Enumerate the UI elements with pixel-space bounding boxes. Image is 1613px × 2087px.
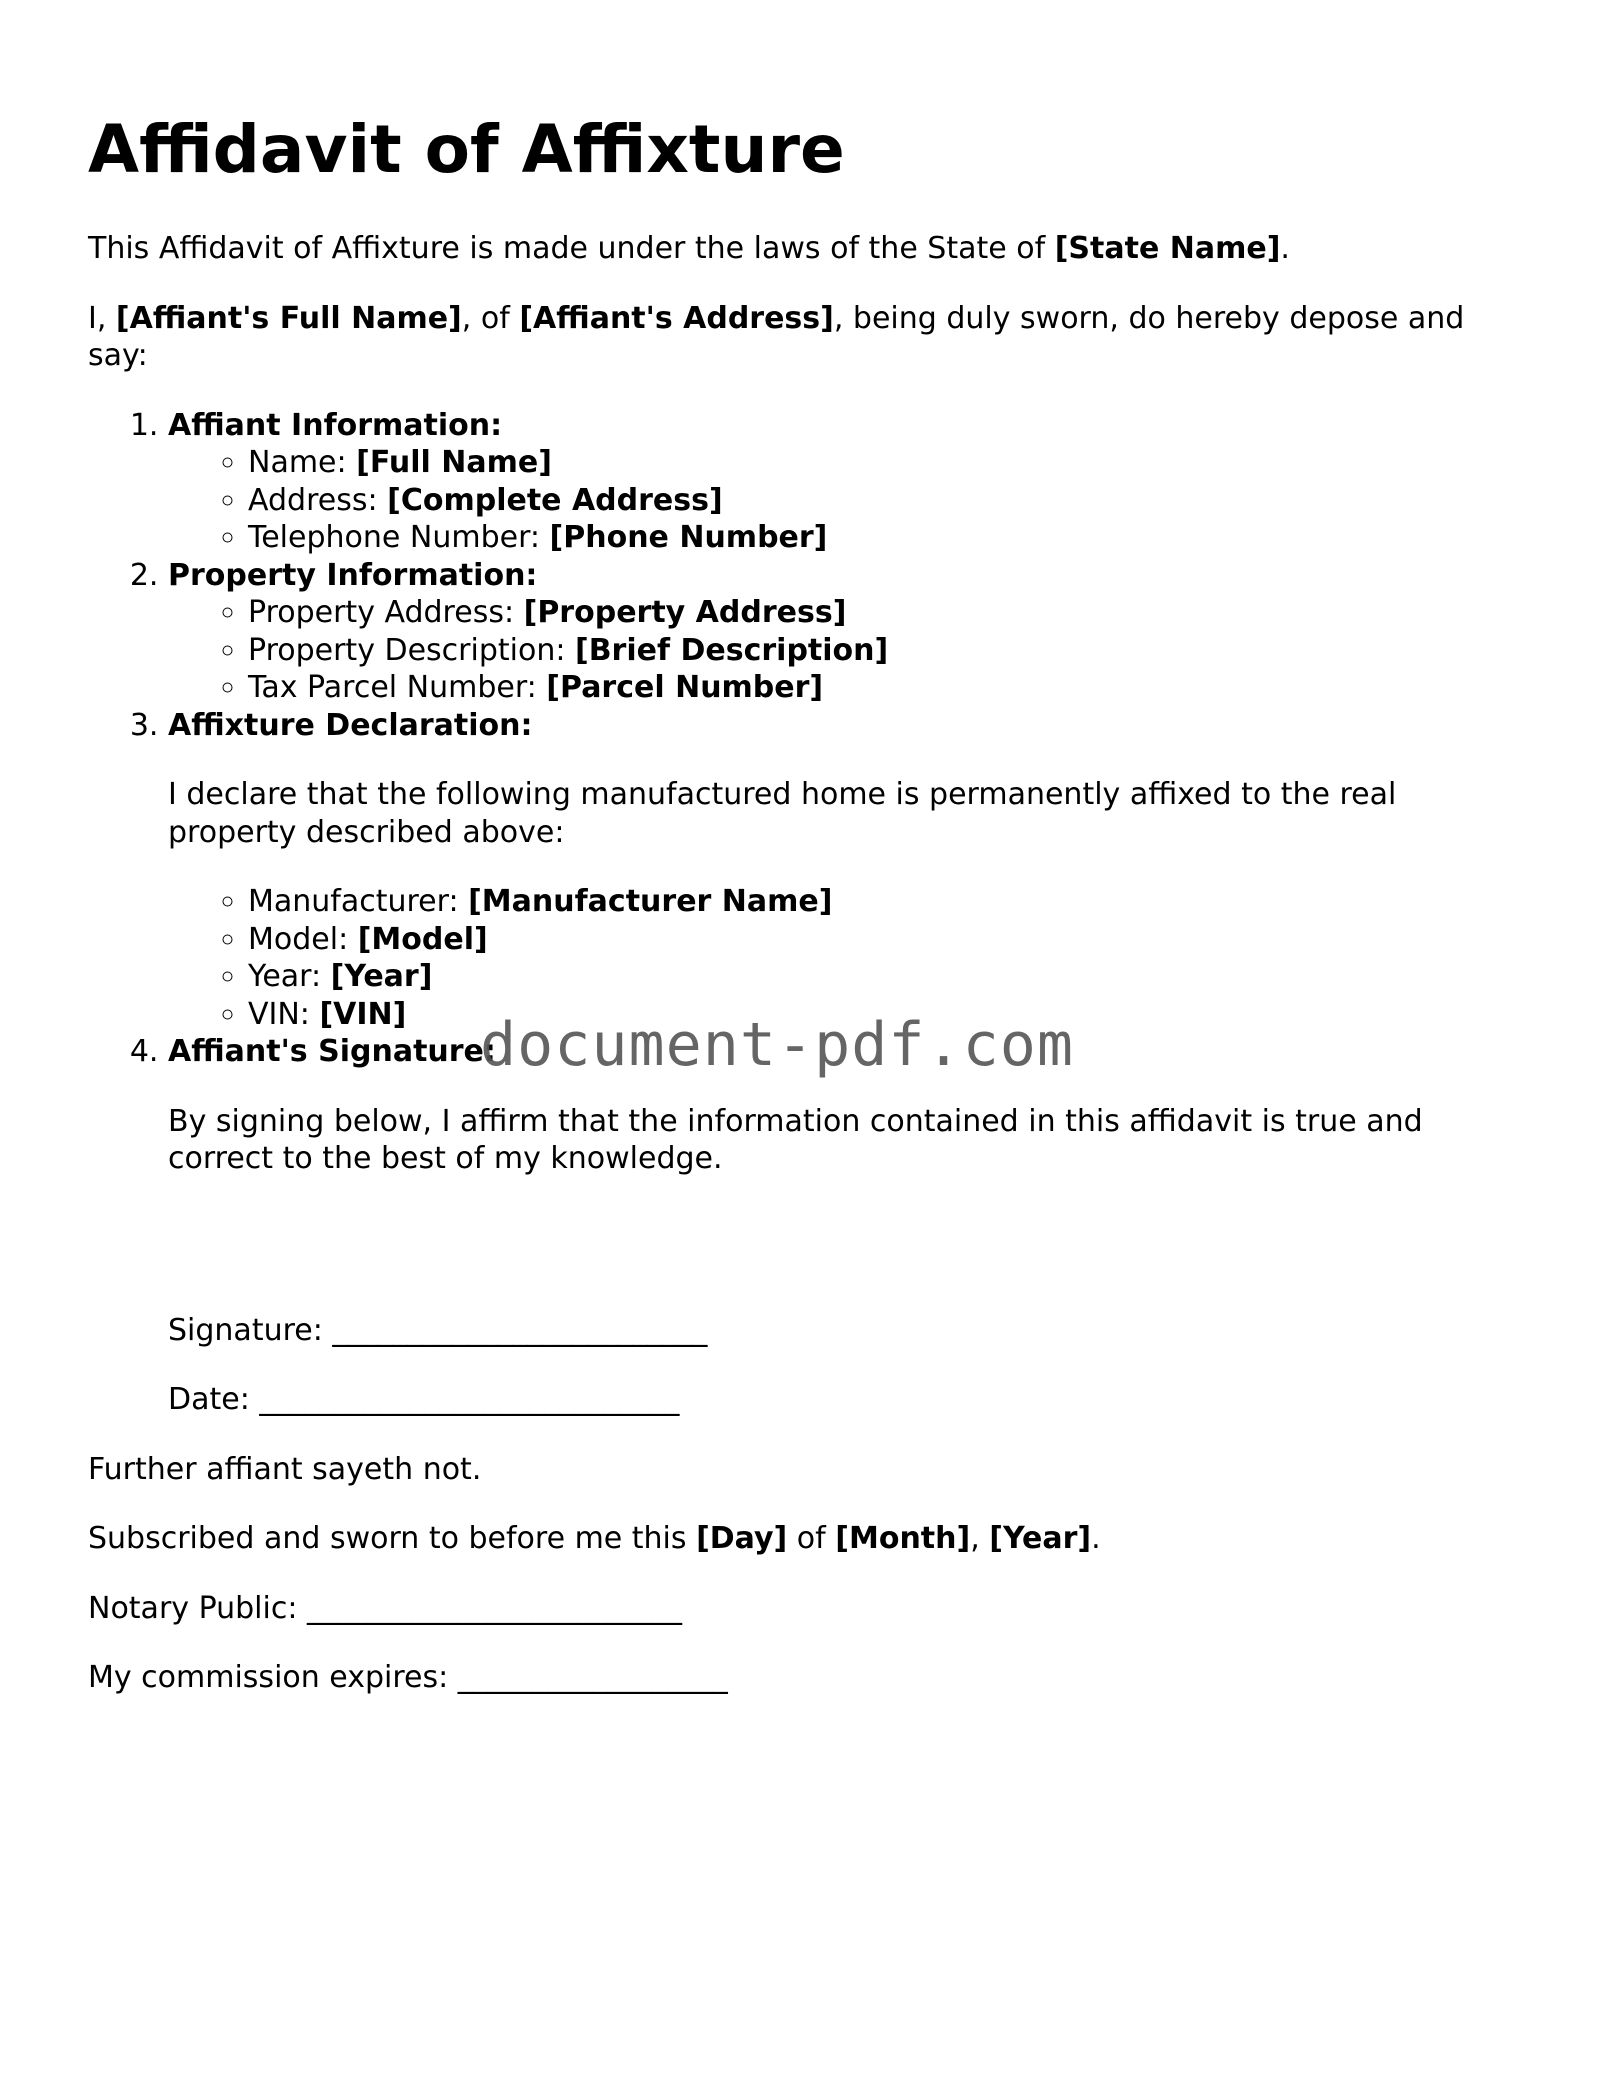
intro-paragraph bbox=[88, 230, 1488, 268]
item-value: [Property Address] bbox=[523, 595, 847, 630]
section-affixture-declaration bbox=[168, 707, 1488, 1034]
item-value: [Manufacturer Name] bbox=[468, 884, 833, 919]
signature-spacer bbox=[168, 1210, 1488, 1280]
section-heading: Property Information: bbox=[168, 557, 538, 593]
list-item bbox=[248, 921, 1488, 959]
watermark-text: document-pdf.com bbox=[480, 1010, 1074, 1080]
document-title: Affidavit of Affixture bbox=[88, 111, 845, 188]
date-line[interactable]: Date: ____________________________ bbox=[168, 1382, 680, 1417]
item-value: [Parcel Number] bbox=[546, 670, 824, 705]
list-item bbox=[248, 958, 1488, 996]
section-property-information bbox=[168, 557, 1488, 707]
sworn-prefix: Subscribed and sworn to before me this bbox=[88, 1521, 697, 1556]
list-item bbox=[248, 519, 1488, 557]
item-label: Property Address: bbox=[248, 595, 524, 630]
section-affiant-signature bbox=[168, 1033, 1488, 1419]
sworn-statement bbox=[88, 1520, 1488, 1558]
item-value: [VIN] bbox=[319, 996, 407, 1032]
document-page bbox=[88, 110, 1488, 1729]
commission-line[interactable]: My commission expires: __________________ bbox=[88, 1660, 728, 1695]
item-value: [Full Name] bbox=[356, 445, 552, 480]
oath-prefix: I, bbox=[88, 300, 116, 336]
affiant-name-placeholder: [Affiant's Full Name] bbox=[115, 300, 462, 336]
affirmation-paragraph: By signing below, I affirm that the information contained in this affidavit is true and correct to the best of my knowledge. bbox=[168, 1103, 1423, 1176]
declaration-paragraph: I declare that the following manufactured home is permanently affixed to the real property described above: bbox=[168, 777, 1397, 850]
list-item bbox=[248, 594, 1488, 632]
section-affiant-information bbox=[168, 407, 1488, 557]
item-value: [Complete Address] bbox=[387, 482, 723, 518]
affidavit-sections bbox=[88, 407, 1488, 1419]
intro-period: . bbox=[1280, 231, 1290, 266]
item-label: Manufacturer: bbox=[248, 884, 469, 919]
item-value: [Phone Number] bbox=[549, 520, 828, 555]
affiant-info-list bbox=[168, 444, 1488, 557]
section-heading: Affiant's Signature: bbox=[168, 1034, 496, 1069]
item-value: [Model] bbox=[357, 921, 488, 957]
section-heading: Affiant Information: bbox=[168, 407, 503, 443]
section-heading: Affixture Declaration: bbox=[168, 707, 533, 743]
list-item bbox=[248, 444, 1488, 482]
item-label: VIN: bbox=[248, 996, 320, 1032]
list-item bbox=[248, 883, 1488, 921]
list-item bbox=[248, 996, 1488, 1034]
item-label: Address: bbox=[248, 482, 388, 518]
item-label: Tax Parcel Number: bbox=[248, 670, 547, 705]
sworn-period: . bbox=[1091, 1521, 1101, 1556]
property-info-list bbox=[168, 594, 1488, 707]
item-label: Telephone Number: bbox=[248, 520, 550, 555]
oath-suffix: , being duly sworn, do hereby depose and say: bbox=[88, 300, 1465, 373]
item-label: Name: bbox=[248, 445, 357, 480]
closing-statement: Further affiant sayeth not. bbox=[88, 1451, 482, 1487]
item-label: Model: bbox=[248, 921, 358, 957]
sworn-of: of bbox=[787, 1521, 836, 1556]
month-placeholder: [Month] bbox=[835, 1521, 971, 1556]
item-value: [Brief Description] bbox=[574, 632, 889, 668]
intro-text: This Affidavit of Affixture is made under the laws of the State of bbox=[88, 231, 1055, 266]
item-label: Property Description: bbox=[248, 632, 575, 668]
affiant-address-placeholder: [Affiant's Address] bbox=[519, 300, 834, 336]
state-placeholder: [State Name] bbox=[1054, 231, 1281, 266]
home-info-list bbox=[168, 883, 1488, 1033]
item-value: [Year] bbox=[330, 959, 433, 994]
notary-line[interactable]: Notary Public: _________________________ bbox=[88, 1590, 682, 1626]
list-item bbox=[248, 482, 1488, 520]
list-item bbox=[248, 669, 1488, 707]
oath-middle: , of bbox=[461, 300, 520, 336]
year-placeholder: [Year] bbox=[989, 1521, 1092, 1556]
list-item bbox=[248, 632, 1488, 670]
oath-paragraph bbox=[88, 300, 1488, 375]
item-label: Year: bbox=[248, 959, 331, 994]
signature-line[interactable]: Signature: _________________________ bbox=[168, 1312, 708, 1348]
day-placeholder: [Day] bbox=[696, 1521, 788, 1556]
sworn-comma: , bbox=[970, 1521, 990, 1556]
